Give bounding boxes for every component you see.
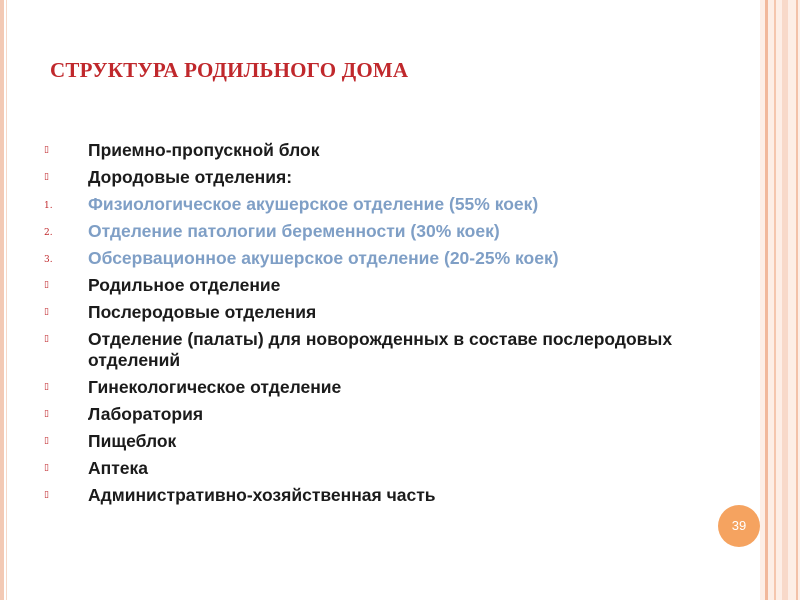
list-item-text: Приемно-пропускной блок	[88, 140, 320, 160]
list-item-numbered	[44, 221, 734, 242]
list-number: 3.	[44, 255, 53, 265]
list-item	[44, 404, 734, 425]
square-bullet-icon: ▯	[44, 409, 49, 419]
list-item	[44, 458, 734, 479]
square-bullet-icon: ▯	[44, 307, 49, 317]
list-item-text: Отделение (палаты) для новорожденных в составе послеродовых отделений	[88, 329, 673, 370]
list-item	[44, 302, 734, 323]
list-item-text: Аптека	[88, 458, 149, 478]
list-item-text: Отделение патологии беременности (30% коек)	[88, 221, 500, 241]
list-item-text: Физиологическое акушерское отделение (55% коек)	[88, 194, 539, 214]
list-item-text: Административно-хозяйственная часть	[88, 485, 436, 505]
frame-left-line	[6, 0, 7, 600]
square-bullet-icon: ▯	[44, 334, 49, 344]
frame-left-border	[0, 0, 4, 600]
structure-list	[44, 140, 734, 512]
frame-right-line	[765, 0, 768, 600]
list-item-text: Послеродовые отделения	[88, 302, 317, 322]
list-item	[44, 431, 734, 452]
list-item-text: Гинекологическое отделение	[88, 377, 342, 397]
list-item	[44, 167, 734, 188]
frame-right-line	[774, 0, 776, 600]
list-item	[44, 377, 734, 398]
list-item-text: Родильное отделение	[88, 275, 281, 295]
list-item-text: Обсервационное акушерское отделение (20-25% коек)	[88, 248, 559, 268]
list-item-numbered	[44, 248, 734, 269]
list-item	[44, 140, 734, 161]
frame-right-line	[796, 0, 798, 600]
square-bullet-icon: ▯	[44, 172, 49, 182]
frame-right-line	[782, 0, 788, 600]
square-bullet-icon: ▯	[44, 463, 49, 473]
list-item-text: Дородовые отделения:	[88, 167, 293, 187]
list-item	[44, 485, 734, 506]
page-number-badge: 39	[718, 505, 760, 547]
list-number: 1.	[44, 201, 53, 211]
square-bullet-icon: ▯	[44, 382, 49, 392]
list-item	[44, 329, 734, 371]
square-bullet-icon: ▯	[44, 490, 49, 500]
list-item-text: Пищеблок	[88, 431, 177, 451]
square-bullet-icon: ▯	[44, 280, 49, 290]
list-number: 2.	[44, 228, 53, 238]
square-bullet-icon: ▯	[44, 436, 49, 446]
slide-title: СТРУКТУРА РОДИЛЬНОГО ДОМА	[50, 58, 409, 82]
square-bullet-icon: ▯	[44, 145, 49, 155]
list-item-numbered	[44, 194, 734, 215]
list-item	[44, 275, 734, 296]
list-item-text: Лаборатория	[88, 404, 204, 424]
